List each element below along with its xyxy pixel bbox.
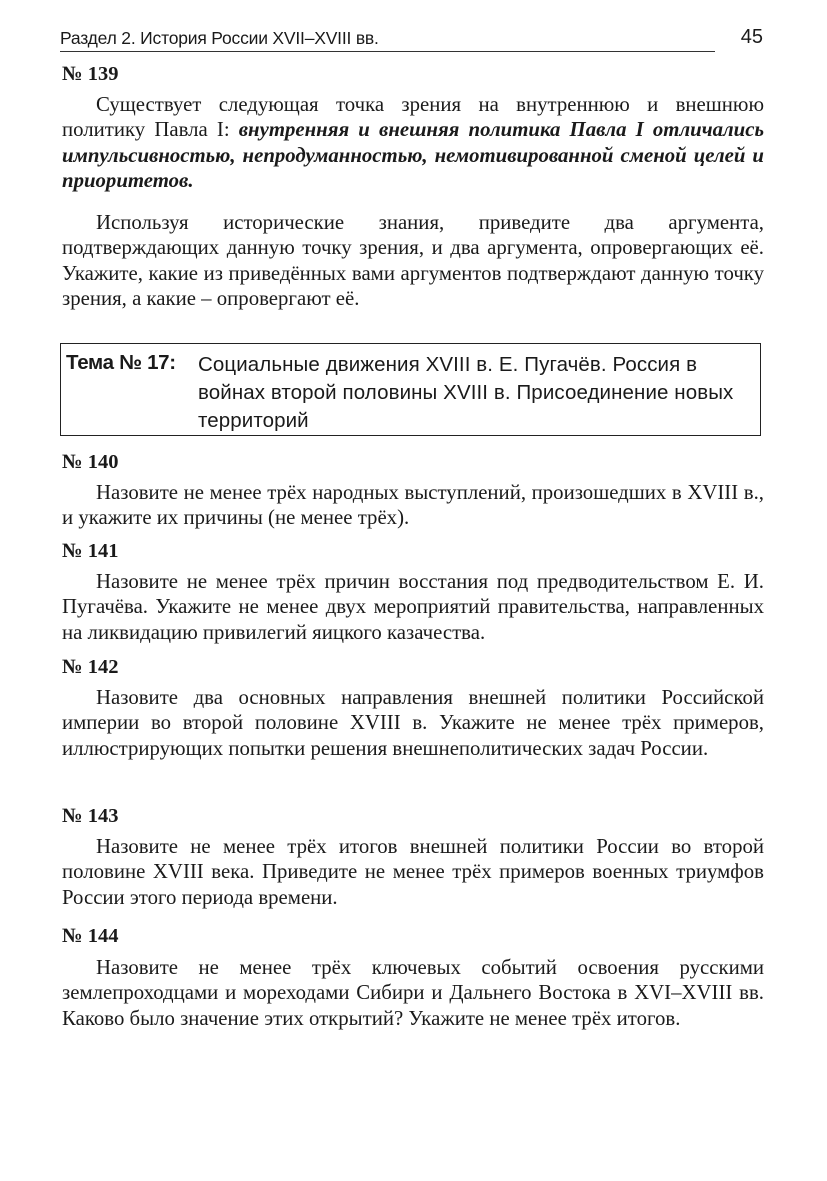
task-142-text: Назовите два основных направления внешней политики Российской империи во второй половине XVIII в. Укажите не менее трёх примеров, иллюстрирующих попытки решения внешнеполитических задач России. — [62, 686, 764, 760]
task-number-141: № 141 — [62, 540, 119, 562]
page-number: 45 — [740, 26, 763, 48]
task-number-142: № 142 — [62, 656, 119, 678]
task-141-text: Назовите не менее трёх причин восстания под предводительством Е. И. Пугачёва. Укажите не менее двух мероприятий правительства, направленных на ликвидацию привилегий яицкого казачества. — [62, 570, 764, 644]
task-139-paragraph-1 — [62, 92, 764, 194]
task-143-text: Назовите не менее трёх итогов внешней политики России во второй половине XVIII века. Приведите не менее трёх примеров военных триумфов России этого периода времени. — [62, 835, 764, 909]
task-140-text: Назовите не менее трёх народных выступлений, произошедших в XVIII в., и укажите их причины (не менее трёх). — [62, 481, 764, 530]
header-rule — [60, 51, 715, 52]
running-header — [60, 26, 763, 50]
task-number-139: № 139 — [62, 63, 119, 85]
task-number-140: № 140 — [62, 451, 119, 473]
task-139-viewpoint: внутренняя и внешняя политика Павла I отличались импульсивностью, непродуманностью, немотивированной сменой целей и приоритетов. — [62, 118, 764, 193]
task-number-144: № 144 — [62, 925, 119, 947]
task-144-text: Назовите не менее трёх ключевых событий освоения русскими землепроходцами и мореходами Сибири и Дальнего Востока в XVI–XVIII вв. Каково было значение этих открытий? Укажите не менее трёх итогов. — [62, 956, 764, 1030]
topic-label: Тема № 17: — [66, 351, 176, 374]
topic-box — [60, 343, 761, 436]
topic-title: Социальные движения XVIII в. Е. Пугачёв. Россия в войнах второй половины XVIII в. Присоединение новых территорий — [198, 353, 734, 432]
task-139-paragraph-2: Используя исторические знания, приведите два аргумента, подтверждающих данную точку зрения, и два аргумента, опровергающих её. Укажите, какие из приведённых вами аргументов подтверждают данную точку зрения, а какие – опровергают её. — [62, 211, 764, 311]
task-139-intro: Существует следующая точка зрения на внутреннюю и внешнюю политику Павла I: — [62, 93, 764, 142]
task-number-143: № 143 — [62, 805, 119, 827]
section-title: Раздел 2. История России XVII–XVIII вв. — [60, 28, 379, 48]
